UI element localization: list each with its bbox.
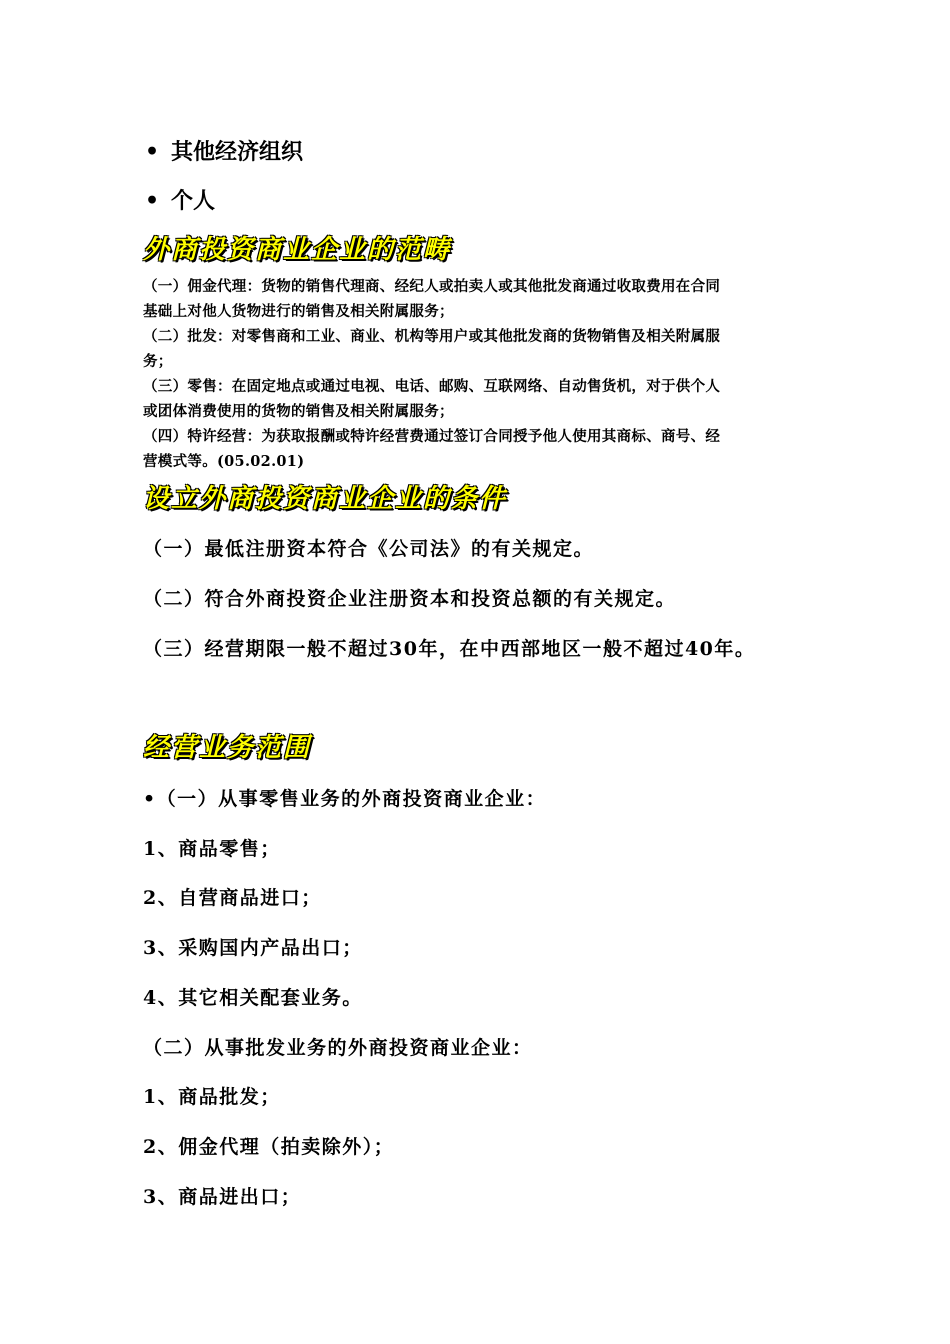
heading-scope: 外商投资商业企业的范畴 [143, 235, 452, 265]
heading-conditions: 设立外商投资商业企业的条件 [143, 484, 508, 514]
scope-line: 务； [143, 353, 173, 370]
business-line: 1、商品批发； [143, 1086, 281, 1108]
bullet-text: 其他经济组织 [171, 139, 304, 165]
bullet-item-other-orgs [145, 137, 303, 167]
scope-line: （一）佣金代理：货物的销售代理商、经纪人或拍卖人或其他批发商通过收取费用在合同 [143, 278, 721, 295]
scope-line: 或团体消费使用的货物的销售及相关附属服务； [143, 403, 454, 420]
business-line: （二）从事批发业务的外商投资商业企业： [143, 1037, 533, 1059]
scope-line: 基础上对他人货物进行的销售及相关附属服务； [143, 303, 454, 320]
business-line: 3、采购国内产品出口； [143, 937, 363, 959]
business-line: 2、佣金代理（拍卖除外）； [143, 1136, 395, 1158]
bullet-text: 个人 [171, 188, 216, 214]
scope-line: （四）特许经营：为获取报酬或特许经营费通过签订合同授予他人使用其商标、商号、经 [143, 428, 721, 445]
condition-line: （一）最低注册资本符合《公司法》的有关规定。 [143, 538, 595, 560]
heading-business-scope: 经营业务范围 [143, 733, 312, 763]
scope-line: （二）批发：对零售商和工业、商业、机构等用户或其他批发商的货物销售及相关附属服 [143, 328, 721, 345]
bullet-dot: • [145, 139, 160, 165]
business-line: 2、自营商品进口； [143, 887, 322, 909]
bullet-item-individual [145, 186, 215, 216]
scope-line: 营模式等。(05.02.01) [143, 453, 305, 470]
business-line: 1、商品零售； [143, 838, 281, 860]
condition-line: （二）符合外商投资企业注册资本和投资总额的有关规定。 [143, 588, 677, 610]
business-line: 3、商品进出口； [143, 1186, 302, 1208]
bullet-dot: • [145, 188, 160, 214]
business-line: •（一）从事零售业务的外商投资商业企业： [143, 788, 547, 810]
scope-line: （三）零售：在固定地点或通过电视、电话、邮购、互联网络、自动售货机，对于供个人 [143, 378, 721, 395]
condition-line: （三）经营期限一般不超过30年，在中西部地区一般不超过40年。 [143, 638, 756, 660]
business-line: 4、其它相关配套业务。 [143, 987, 363, 1009]
